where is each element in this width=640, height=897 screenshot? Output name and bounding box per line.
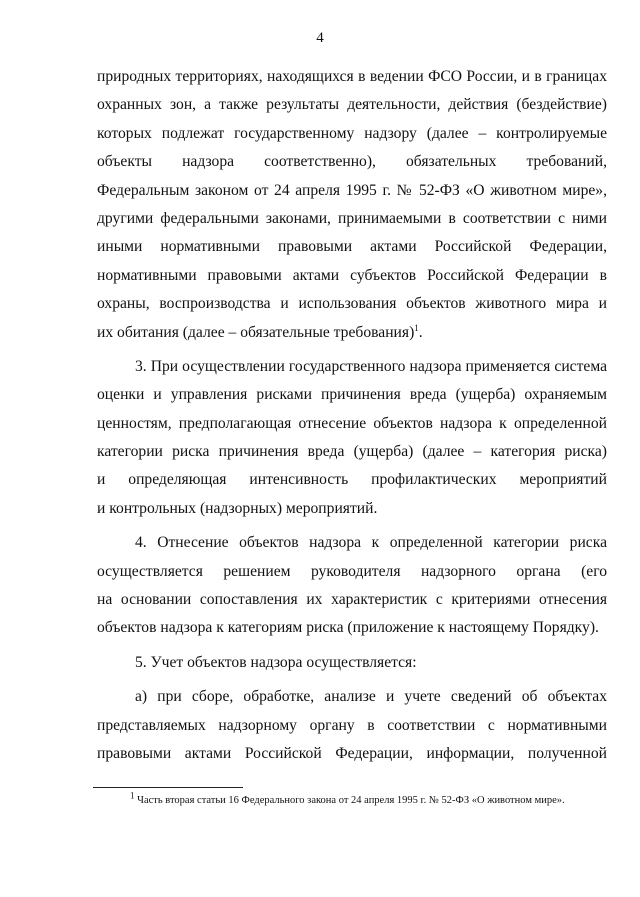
text-line: охраны, воспроизводства и использования объектов животного мира и xyxy=(97,295,607,313)
text-line: объектов надзора к категориям риска (приложение к настоящему Порядку). xyxy=(97,619,599,637)
footnote-divider xyxy=(93,787,243,788)
footnote-marker: 1 xyxy=(130,790,135,801)
text-line: другими федеральными законами, принимаемыми в соответствии с ними xyxy=(97,209,607,227)
text-line: и контрольных (надзорных) мероприятий. xyxy=(97,499,378,517)
text-line: которых подлежат государственному надзору (далее – контролируемые xyxy=(97,124,607,142)
paragraph-3-line: 3. При осуществлении государственного надзора применяется система xyxy=(135,357,607,375)
text-line: ценностям, предполагающая отнесение объектов надзора к определенной xyxy=(97,414,607,432)
text-line: правовыми актами Российской Федерации, информации, полученной xyxy=(97,744,607,762)
paragraph-5-line: 5. Учет объектов надзора осуществляется: xyxy=(135,653,417,671)
page-number: 4 xyxy=(316,30,324,46)
text-line: нормативными правовыми актами субъектов Российской Федерации в xyxy=(97,266,607,284)
body-text xyxy=(97,63,607,768)
text-line: представляемых надзорному органу в соответствии с нормативными xyxy=(97,716,607,734)
text-line: осуществляется решением руководителя надзорного органа (его xyxy=(97,562,607,580)
text-line: охранных зон, а также результаты деятельности, действия (бездействие) xyxy=(97,96,607,114)
text-line: и определяющая интенсивность профилактических мероприятий xyxy=(97,471,607,489)
subparagraph-a-line: а) при сборе, обработке, анализе и учете сведений об объектах xyxy=(135,688,607,706)
footnote xyxy=(130,790,610,806)
text-line: природных территориях, находящихся в ведении ФСО России, и в границах xyxy=(97,68,607,85)
footnote-reference: 1 xyxy=(414,322,419,333)
text-line: категории риска причинения вреда (ущерба) (далее – категория риска) xyxy=(97,443,607,461)
text-line: их обитания (далее – обязательные требования)$^1$. xyxy=(97,322,423,341)
text-line: объекты надзора соответственно), обязательных требований, xyxy=(97,153,607,171)
text-line-content: их обитания (далее – обязательные требования) xyxy=(97,323,415,341)
text-line: Федеральным законом от 24 апреля 1995 г. № 52-ФЗ «О животном мире», xyxy=(97,181,607,199)
text-line: на основании сопоставления их характеристик с критериями отнесения xyxy=(97,591,607,609)
text-line: иными нормативными правовыми актами Российской Федерации, xyxy=(97,238,607,256)
text-line: оценки и управления рисками причинения вреда (ущерба) охраняемым xyxy=(97,386,607,404)
footnote-text: Часть вторая статьи 16 Федерального закона от 24 апреля 1995 г. № 52-ФЗ «О животном мире». xyxy=(137,795,565,806)
paragraph-4-line: 4. Отнесение объектов надзора к определенной категории риска xyxy=(135,534,607,552)
